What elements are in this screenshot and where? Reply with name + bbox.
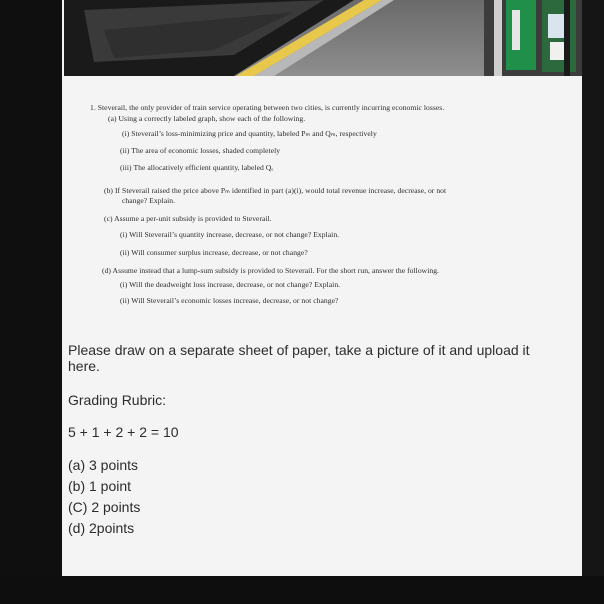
rubric-heading: Grading Rubric: (68, 392, 167, 408)
part-b-line1: (b) If Steverail raised the price above Pₘ identified in part (a)(i), would total revenue increase, decrease, or not (104, 186, 447, 195)
screen-left-shadow (0, 0, 62, 576)
rubric-item: (b) 1 point (68, 478, 132, 494)
part-a: (a) Using a correctly labeled graph, show each of the following. (108, 114, 306, 123)
rubric-item: (d) 2points (68, 520, 135, 536)
rubric-item: (a) 3 points (68, 457, 139, 473)
question-sheet (64, 76, 582, 576)
upload-instructions-line1: Please draw on a separate sheet of paper, take a picture of it and upload it (68, 342, 530, 358)
part-d: (d) Assume instead that a lump-sum subsidy is provided to Steverail. For the short run, answer the following. (102, 266, 439, 275)
question-1: 1. Steverail, the only provider of train service operating between two cities, is currently incurring economic losses. (90, 103, 445, 112)
part-c-i: (i) Will Steverail’s quantity increase, decrease, or not change? Explain. (120, 230, 340, 239)
rubric-item: (C) 2 points (68, 499, 141, 515)
part-b-line2: change? Explain. (122, 196, 176, 205)
screen-right-shadow (582, 0, 604, 576)
part-c: (c) Assume a per-unit subsidy is provided to Steverail. (104, 214, 272, 223)
train-station-photo (64, 0, 582, 76)
monitor-bezel (0, 576, 604, 604)
part-d-i: (i) Will the deadweight loss increase, decrease, or not change? Explain. (120, 280, 341, 289)
part-c-ii: (ii) Will consumer surplus increase, decrease, or not change? (120, 248, 308, 257)
rubric-total: 5 + 1 + 2 + 2 = 10 (68, 424, 179, 440)
train-platform-image (64, 0, 582, 76)
part-a-iii: (iii) The allocatively efficient quantity, labeled Qₑ (120, 163, 274, 172)
upload-instructions-line2: here. (68, 358, 100, 374)
part-a-i: (i) Steverail’s loss-minimizing price and quantity, labeled Pₘ and Qₘ, respectively (122, 129, 377, 138)
part-a-ii: (ii) The area of economic losses, shaded completely (120, 146, 281, 155)
part-d-ii: (ii) Will Steverail’s economic losses increase, decrease, or not change? (120, 296, 339, 305)
